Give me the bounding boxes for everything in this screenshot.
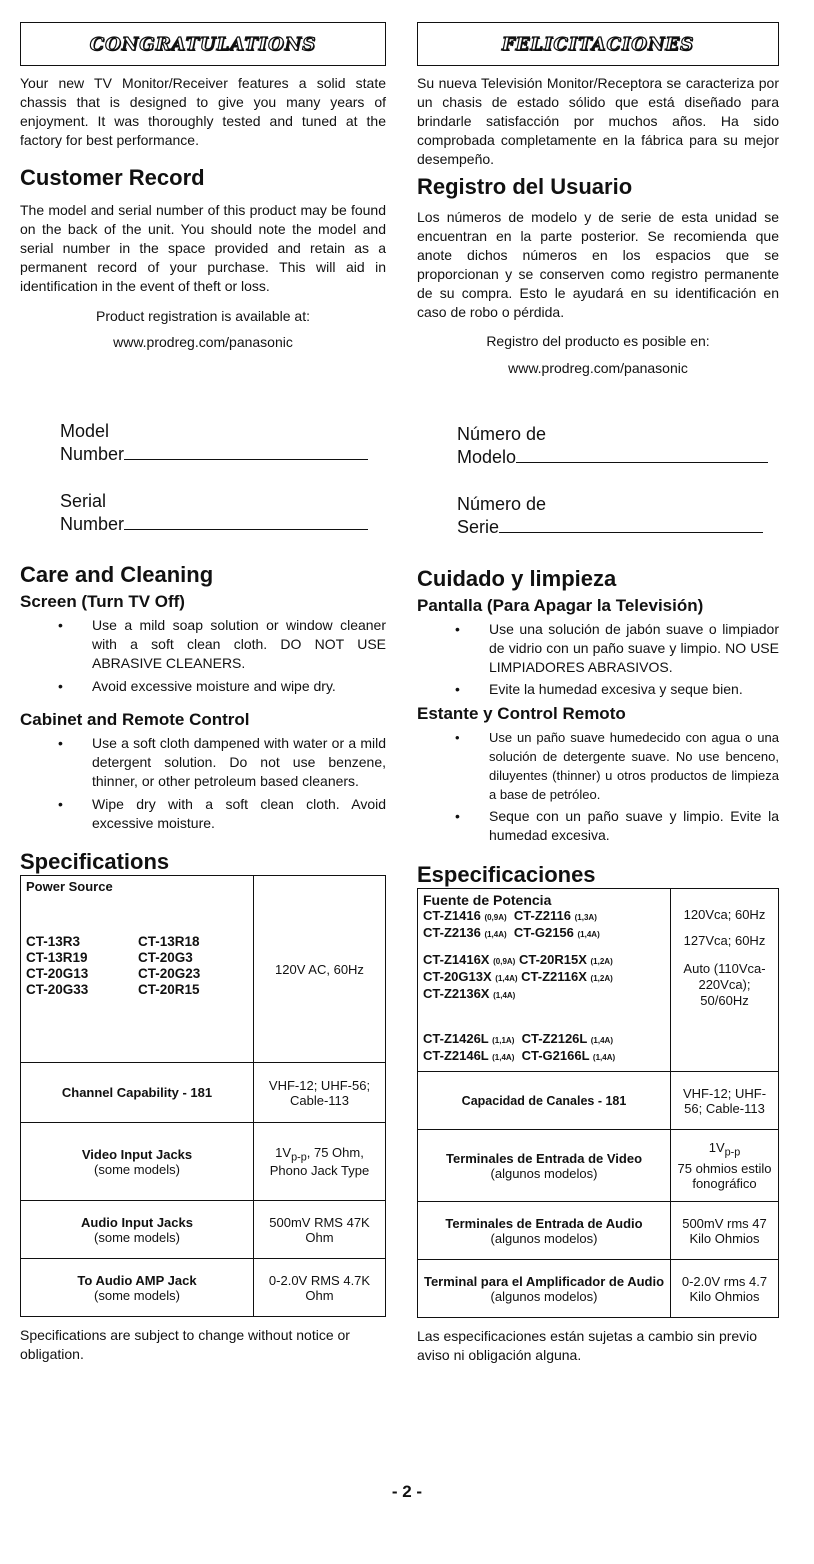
intro-paragraph: Your new TV Monitor/Receiver features a solid state chassis that is designed to give you many years of enjoyment. It was thoroughly tested and tuned at the factory for best performance. xyxy=(20,75,386,148)
audio-label-cell xyxy=(418,1202,671,1260)
specifications-heading: Especificaciones xyxy=(417,862,596,887)
model-amperage: (1,2A) xyxy=(590,957,613,966)
power-source-label: Fuente de Potencia xyxy=(423,892,552,908)
model-number-line[interactable] xyxy=(124,443,368,460)
model-name: CT-20R15X xyxy=(518,952,587,967)
model-name: CT-20R15 xyxy=(138,982,200,997)
video-sub: (some models) xyxy=(94,1161,180,1177)
list-item: • Use una solución de jabón suave o limpiador de vidrio con un paño suave y limpio. NO USE LIMPIADORES ABRASIVOS. xyxy=(417,620,779,677)
banner-title: CONGRATULATIONS xyxy=(89,33,317,55)
table-row xyxy=(21,1259,386,1317)
model-amperage: (1,4A) xyxy=(484,930,507,939)
spanish-column xyxy=(417,22,779,1365)
model-name: CT-13R19 xyxy=(26,950,88,965)
model-name: CT-20G23 xyxy=(138,966,201,981)
power-value: 120Vca; 60Hz xyxy=(683,907,766,922)
model-name: CT-Z2116 xyxy=(513,908,571,923)
list-item: • Avoid excessive moisture and wipe dry. xyxy=(20,677,386,696)
channel-label: Channel Capability - 181 xyxy=(21,1063,254,1123)
model-name: CT-Z2126L xyxy=(521,1031,588,1046)
amp-sub: (some models) xyxy=(94,1287,180,1303)
power-source-cell xyxy=(21,876,254,1063)
screen-list xyxy=(417,620,779,699)
serial-number-line[interactable] xyxy=(499,516,763,533)
customer-record-heading: Customer Record xyxy=(20,165,205,190)
model-amperage: (1,4A) xyxy=(592,1053,616,1062)
model-label-2: Number xyxy=(60,444,125,464)
video-value-main: 1V xyxy=(708,1140,725,1156)
video-value xyxy=(254,1123,386,1201)
model-number-field[interactable] xyxy=(457,423,779,469)
video-value-main: 1V xyxy=(275,1144,292,1160)
model-name: CT-Z2136X xyxy=(423,986,490,1001)
model-name: CT-Z1416 xyxy=(423,908,481,923)
banner-title: FELICITACIONES xyxy=(501,33,695,55)
power-value: 127Vca; 60Hz xyxy=(683,933,766,948)
amp-value: 0-2.0V RMS 4.7K Ohm xyxy=(254,1259,386,1317)
care-heading: Cuidado y limpieza xyxy=(417,566,617,591)
page-number: - 2 - xyxy=(391,1482,423,1501)
congratulations-banner xyxy=(20,22,386,66)
customer-record-body: The model and serial number of this product may be found on the back of the unit. You should note the model and serial number in the space provided and retain as a permanent record of your purchase. This will aid in identification in the event of theft or loss. xyxy=(20,202,386,294)
serial-number-field[interactable] xyxy=(457,493,779,539)
table-row xyxy=(418,1260,779,1318)
model-name: CT-Z2146L xyxy=(423,1048,489,1063)
table-row xyxy=(21,1063,386,1123)
model-amperage: (1,4A) xyxy=(590,1036,613,1045)
audio-sub: (some models) xyxy=(94,1229,180,1245)
video-label-cell xyxy=(21,1123,254,1201)
list-item: • Use a mild soap solution or window cleaner with a soft clean cloth. DO NOT USE ABRASIVE CLEANERS. xyxy=(20,616,386,673)
audio-label: Audio Input Jacks xyxy=(81,1214,193,1230)
model-amperage: (1,1A) xyxy=(492,1036,515,1045)
intro-paragraph: Su nueva Televisión Monitor/Receptora se caracteriza por un chasis de estado sólido que está diseñado para brindarle satisfacción por muchos años. Ha sido comprobada completamente en la fábrica para su mejor desempeño. xyxy=(417,75,779,167)
list-item: • Use un paño suave humedecido con agua o una solución de detergente suave. No use benceno, diluyentes (thinner) u otros productos de limpieza a base de petróleo. xyxy=(417,728,779,804)
model-name: CT-G2156 xyxy=(513,925,574,940)
registration-text: Product registration is available at: xyxy=(96,308,310,324)
model-name: CT-Z1416X xyxy=(423,952,490,967)
power-source-label: Power Source xyxy=(26,879,113,894)
model-label: Model xyxy=(60,421,110,441)
model-number-field[interactable] xyxy=(60,420,386,466)
video-label-cell xyxy=(418,1130,671,1202)
list-item: • Use a soft cloth dampened with water or a mild detergent solution. Do not use benzene, thinner, or other petroleum based cleaners. xyxy=(20,734,386,791)
table-row xyxy=(21,1201,386,1259)
model-amperage: (1,4A) xyxy=(577,930,600,939)
model-name: CT-20G3 xyxy=(138,950,193,965)
video-sub: (algunos modelos) xyxy=(490,1165,598,1181)
audio-label-cell xyxy=(21,1201,254,1259)
model-name: CT-20G13X xyxy=(423,969,492,984)
model-group-1 xyxy=(423,908,665,942)
video-value xyxy=(671,1130,779,1202)
felicitaciones-banner xyxy=(417,22,779,66)
amp-label-cell xyxy=(21,1259,254,1317)
list-item: • Evite la humedad excesiva y seque bien. xyxy=(417,680,779,699)
model-name: CT-Z2136 xyxy=(423,925,481,940)
audio-label: Terminales de Entrada de Audio xyxy=(445,1215,643,1231)
power-source-cell xyxy=(418,889,671,1072)
video-value-rest: 75 ohmios estilo fonográfico xyxy=(677,1160,772,1191)
table-row xyxy=(21,1123,386,1201)
model-label-2: Modelo xyxy=(457,447,517,467)
screen-heading: Pantalla (Para Apagar la Televisión) xyxy=(417,596,704,615)
serial-label-2: Serie xyxy=(457,517,500,537)
registration-url: www.prodreg.com/panasonic xyxy=(113,334,293,350)
channel-value: VHF-12; UHF-56; Cable-113 xyxy=(254,1063,386,1123)
english-column xyxy=(20,22,386,1364)
specifications-note: Las especificaciones están sujetas a cambio sin previo aviso ni obligación alguna. xyxy=(417,1328,758,1363)
video-label: Video Input Jacks xyxy=(81,1146,193,1162)
table-row xyxy=(418,1202,779,1260)
serial-number-line[interactable] xyxy=(124,513,368,530)
table-row xyxy=(418,889,779,1072)
cabinet-heading: Cabinet and Remote Control xyxy=(20,710,250,729)
serial-label: Serial xyxy=(60,491,107,511)
cabinet-list xyxy=(417,728,779,845)
table-row xyxy=(418,1130,779,1202)
serial-number-field[interactable] xyxy=(60,490,386,536)
list-item: • Wipe dry with a soft clean cloth. Avoid excessive moisture. xyxy=(20,795,386,833)
model-amperage: (1,3A) xyxy=(574,913,597,922)
model-amperage: (1,4A) xyxy=(493,991,516,1000)
audio-value: 500mV RMS 47K Ohm xyxy=(254,1201,386,1259)
serial-label-2: Number xyxy=(60,514,125,534)
amp-label: To Audio AMP Jack xyxy=(77,1272,197,1288)
model-name: CT-Z2116X xyxy=(521,969,587,984)
video-value-rest: , 75 Ohm, Phono Jack Type xyxy=(269,1144,370,1179)
power-value: 120V AC, 60Hz xyxy=(254,876,386,1063)
table-row xyxy=(21,876,386,1063)
model-amperage: (1,2A) xyxy=(590,974,613,983)
model-list xyxy=(26,934,248,998)
channel-label: Capacidad de Canales - 181 xyxy=(418,1072,671,1130)
audio-value: 500mV rms 47 Kilo Ohmios xyxy=(671,1202,779,1260)
video-value-sub: p-p xyxy=(291,1151,307,1164)
model-amperage: (0,9A) xyxy=(484,913,507,922)
amp-label: Terminal para el Amplificador de Audio xyxy=(423,1273,665,1289)
model-group-2 xyxy=(423,952,665,1003)
amp-value: 0-2.0V rms 4.7 Kilo Ohmios xyxy=(671,1260,779,1318)
specifications-heading: Specifications xyxy=(20,849,170,874)
customer-record-body: Los números de modelo y de serie de esta unidad se encuentran en la parte posterior. Se recomienda que anote dichos números en los espacios que se proporcionan y se conserven como registro permanente de su compra. Esto le ayudará en su identificación en caso de robo o pérdida. xyxy=(417,209,779,320)
model-group-3 xyxy=(423,1031,665,1065)
table-row xyxy=(418,1072,779,1130)
registration-text: Registro del producto es posible en: xyxy=(486,333,710,349)
model-name: CT-G2166L xyxy=(521,1048,590,1063)
serial-label: Número de xyxy=(457,494,547,514)
cabinet-list xyxy=(20,734,386,833)
screen-list xyxy=(20,616,386,696)
screen-heading: Screen (Turn TV Off) xyxy=(20,592,185,611)
customer-record-heading: Registro del Usuario xyxy=(417,174,633,199)
model-number-line[interactable] xyxy=(516,446,768,463)
video-value-sub: p-p xyxy=(724,1146,741,1159)
care-heading: Care and Cleaning xyxy=(20,562,214,587)
list-item: • Seque con un paño suave y limpio. Evite la humedad excesiva. xyxy=(417,807,779,845)
registration-url: www.prodreg.com/panasonic xyxy=(508,360,688,376)
amp-sub: (algunos modelos) xyxy=(490,1288,598,1304)
model-name: CT-20G33 xyxy=(26,982,89,997)
amp-label-cell xyxy=(418,1260,671,1318)
model-amperage: (1,4A) xyxy=(492,1053,515,1062)
power-value: Auto (110Vca-220Vca); 50/60Hz xyxy=(683,961,766,1008)
model-name: CT-13R3 xyxy=(26,934,81,949)
specifications-table xyxy=(20,875,386,1317)
specifications-note: Specifications are subject to change without notice or obligation. xyxy=(20,1327,350,1362)
model-amperage: (0,9A) xyxy=(493,957,516,966)
specifications-table xyxy=(417,888,779,1318)
model-label: Número de xyxy=(457,424,547,444)
model-amperage: (1,4A) xyxy=(495,974,518,983)
channel-value: VHF-12; UHF-56; Cable-113 xyxy=(671,1072,779,1130)
model-name: CT-Z1426L xyxy=(423,1031,489,1046)
power-values-cell xyxy=(671,889,779,1072)
cabinet-heading: Estante y Control Remoto xyxy=(417,704,626,723)
video-label: Terminales de Entrada de Video xyxy=(445,1150,643,1166)
model-name: CT-13R18 xyxy=(138,934,200,949)
audio-sub: (algunos modelos) xyxy=(490,1230,598,1246)
model-name: CT-20G13 xyxy=(26,966,89,981)
